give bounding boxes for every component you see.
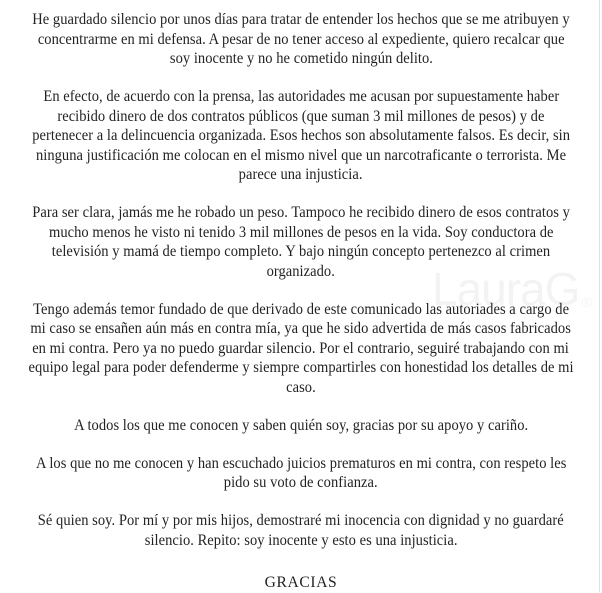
text-line: en mi contra. Pero ya no puedo guardar silencio. Por el contrario, seguiré trabajando con mi xyxy=(32,339,570,357)
edge-divider xyxy=(599,0,600,592)
paragraph-thanks-supporters xyxy=(0,416,602,436)
text-line: pertenecer a la delincuencia organizada. Esos hechos son absolutamente falsos. Es decir, sin xyxy=(32,127,570,144)
text-line: equipo legal para poder defenderme y siempre compartirles con honestidad los detalles de mi xyxy=(28,359,574,376)
text-line: soy inocente y no he cometido ningún delito. xyxy=(169,50,433,67)
text-line: Tengo además temor fundado de que derivado de este comunicado las autoriades a cargo de xyxy=(33,300,569,318)
paragraph-closing-statement xyxy=(0,511,602,550)
text-line: He guardado silencio por unos días para tratar de entender los hechos que se me atribuyen y xyxy=(32,11,570,28)
text-line: A los que no me conocen y han escuchado juicios prematuros en mi contra, con respeto les xyxy=(35,454,567,472)
text-line: pido su voto de confianza. xyxy=(224,474,378,491)
text-line: concentrarme en mi defensa. A pesar de no tener acceso al expediente, quiero recalcar que xyxy=(37,30,565,48)
text-line: mi caso se ensañen aún más en contra mía, ya que he sido advertida de más casos fabricados xyxy=(30,320,572,337)
watermark-text: LauraG xyxy=(432,263,580,315)
text-line: parece una injusticia. xyxy=(239,166,363,183)
text-line: A todos los que me conocen y saben quién soy, gracias por su apoyo y cariño. xyxy=(73,416,529,434)
statement-body xyxy=(0,10,602,569)
text-line: Para ser clara, jamás me he robado un peso. Tampoco he recibido dinero de esos contratos y xyxy=(32,204,570,221)
text-line: caso. xyxy=(286,378,316,396)
text-line: En efecto, de acuerdo con la prensa, las autoridades me acusan por supuestamente haber xyxy=(43,88,559,105)
paragraph-denial xyxy=(0,203,602,281)
paragraph-accusations xyxy=(0,87,602,185)
text-line: silencio. Repito: soy inocente y esto es una injusticia. xyxy=(144,531,458,549)
text-line: recibido dinero de dos contratos públicos (que suman 3 mil millones de pesos) y de xyxy=(57,107,545,125)
text-line: mucho menos he visto ni tenido 3 mil millones de pesos en la vida. Soy conductora de xyxy=(48,223,554,241)
text-line: Sé quien soy. Por mí y por mis hijos, demostraré mi inocencia con dignidad y no guardaré xyxy=(38,512,564,529)
paragraph-request-confidence xyxy=(0,454,602,493)
closing-signoff: GRACIAS xyxy=(264,574,338,591)
paragraph-concerns xyxy=(0,300,602,398)
paragraph-innocence-claim xyxy=(0,10,602,69)
text-line: televisión y mamá de tiempo completo. Y bajo ningún concepto pertenezco al crimen xyxy=(51,243,551,260)
registered-mark-icon: ® xyxy=(581,294,591,310)
text-line: organizado. xyxy=(266,262,336,280)
text-line: ninguna justificación me colocan en el mismo nivel que un narcotraficante o terrorista. Me xyxy=(35,146,567,164)
